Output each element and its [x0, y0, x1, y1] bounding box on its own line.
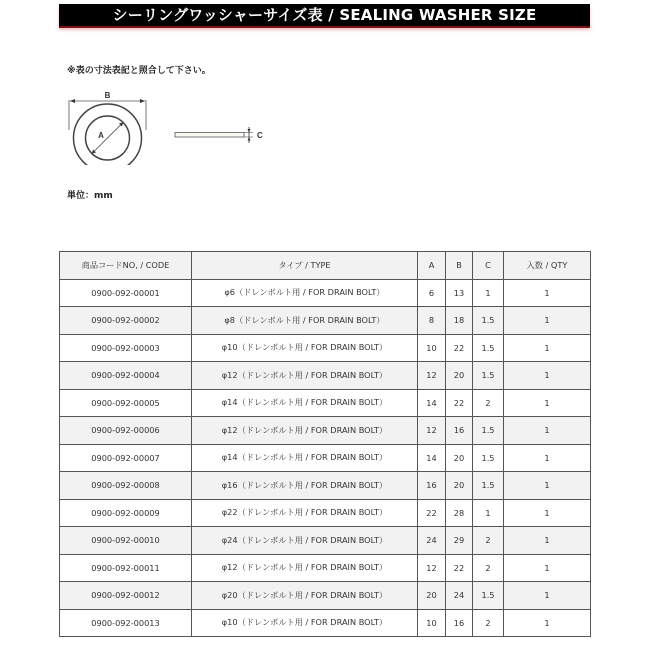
cell-c: 1.5: [473, 334, 504, 362]
cell-a: 10: [418, 609, 446, 637]
cell-code: 0900-092-00011: [60, 554, 192, 582]
cell-code: 0900-092-00012: [60, 582, 192, 610]
cell-code: 0900-092-00005: [60, 389, 192, 417]
cell-b: 22: [446, 334, 473, 362]
label-c: C: [257, 131, 263, 140]
cell-a: 14: [418, 444, 446, 472]
cell-a: 8: [418, 307, 446, 335]
cell-qty: 1: [504, 609, 591, 637]
cell-qty: 1: [504, 472, 591, 500]
cell-a: 16: [418, 472, 446, 500]
table-row: [60, 417, 591, 445]
cell-a: 14: [418, 389, 446, 417]
unit-label: 単位：mm: [67, 191, 113, 201]
cell-qty: 1: [504, 527, 591, 555]
cell-type: φ8（ドレンボルト用 / FOR DRAIN BOLT）: [192, 307, 418, 335]
cell-c: 2: [473, 554, 504, 582]
header-a: A: [418, 252, 446, 280]
cell-b: 22: [446, 554, 473, 582]
cell-code: 0900-092-00010: [60, 527, 192, 555]
table-row: [60, 527, 591, 555]
cell-type: φ14（ドレンボルト用 / FOR DRAIN BOLT）: [192, 444, 418, 472]
cell-b: 20: [446, 444, 473, 472]
cell-code: 0900-092-00008: [60, 472, 192, 500]
page-title: シーリングワッシャーサイズ表 / SEALING WASHER SIZE: [112, 6, 537, 24]
cell-a: 24: [418, 527, 446, 555]
cell-c: 2: [473, 389, 504, 417]
cell-b: 22: [446, 389, 473, 417]
cell-qty: 1: [504, 499, 591, 527]
cell-code: 0900-092-00009: [60, 499, 192, 527]
cell-c: 2: [473, 527, 504, 555]
cell-c: 1.5: [473, 472, 504, 500]
cell-code: 0900-092-00002: [60, 307, 192, 335]
table-row: [60, 362, 591, 390]
cell-c: 2: [473, 609, 504, 637]
cell-a: 12: [418, 362, 446, 390]
instruction-note: ※表の寸法表記と照合して下さい。: [67, 66, 211, 76]
cell-b: 13: [446, 279, 473, 307]
cell-c: 1.5: [473, 307, 504, 335]
table-row: [60, 582, 591, 610]
cell-code: 0900-092-00007: [60, 444, 192, 472]
cell-type: φ14（ドレンボルト用 / FOR DRAIN BOLT）: [192, 389, 418, 417]
cell-c: 1: [473, 279, 504, 307]
cell-b: 20: [446, 472, 473, 500]
cell-type: φ10（ドレンボルト用 / FOR DRAIN BOLT）: [192, 609, 418, 637]
cell-c: 1.5: [473, 444, 504, 472]
header-code: 商品コードNO, / CODE: [60, 252, 192, 280]
cell-qty: 1: [504, 417, 591, 445]
cell-c: 1.5: [473, 582, 504, 610]
table-row: [60, 334, 591, 362]
table-row: [60, 554, 591, 582]
cell-type: φ20（ドレンボルト用 / FOR DRAIN BOLT）: [192, 582, 418, 610]
cell-qty: 1: [504, 307, 591, 335]
washer-dimension-icon: [60, 85, 280, 165]
cell-code: 0900-092-00003: [60, 334, 192, 362]
cell-qty: 1: [504, 554, 591, 582]
cell-b: 29: [446, 527, 473, 555]
cell-b: 16: [446, 417, 473, 445]
table-row: [60, 307, 591, 335]
header-b: B: [446, 252, 473, 280]
header-qty: 入数 / QTY: [504, 252, 591, 280]
cell-b: 20: [446, 362, 473, 390]
cell-type: φ10（ドレンボルト用 / FOR DRAIN BOLT）: [192, 334, 418, 362]
cell-qty: 1: [504, 334, 591, 362]
washer-diagram: [60, 85, 280, 165]
header-type: タイプ / TYPE: [192, 252, 418, 280]
cell-a: 12: [418, 554, 446, 582]
cell-type: φ12（ドレンボルト用 / FOR DRAIN BOLT）: [192, 417, 418, 445]
cell-b: 18: [446, 307, 473, 335]
cell-b: 24: [446, 582, 473, 610]
cell-a: 6: [418, 279, 446, 307]
label-b: B: [104, 91, 111, 100]
table-row: [60, 444, 591, 472]
label-a: A: [98, 131, 104, 140]
cell-a: 10: [418, 334, 446, 362]
cell-a: 20: [418, 582, 446, 610]
cell-qty: 1: [504, 582, 591, 610]
cell-qty: 1: [504, 444, 591, 472]
cell-c: 1.5: [473, 362, 504, 390]
cell-a: 22: [418, 499, 446, 527]
cell-type: φ12（ドレンボルト用 / FOR DRAIN BOLT）: [192, 362, 418, 390]
cell-qty: 1: [504, 279, 591, 307]
cell-b: 16: [446, 609, 473, 637]
washer-size-table: [59, 251, 591, 637]
cell-c: 1: [473, 499, 504, 527]
cell-qty: 1: [504, 362, 591, 390]
cell-code: 0900-092-00001: [60, 279, 192, 307]
cell-type: φ6（ドレンボルト用 / FOR DRAIN BOLT）: [192, 279, 418, 307]
header-c: C: [473, 252, 504, 280]
cell-type: φ12（ドレンボルト用 / FOR DRAIN BOLT）: [192, 554, 418, 582]
cell-a: 12: [418, 417, 446, 445]
table-row: [60, 472, 591, 500]
cell-code: 0900-092-00013: [60, 609, 192, 637]
cell-qty: 1: [504, 389, 591, 417]
table-row: [60, 279, 591, 307]
cell-type: φ24（ドレンボルト用 / FOR DRAIN BOLT）: [192, 527, 418, 555]
cell-code: 0900-092-00006: [60, 417, 192, 445]
table-row: [60, 389, 591, 417]
cell-c: 1.5: [473, 417, 504, 445]
cell-code: 0900-092-00004: [60, 362, 192, 390]
cell-type: φ16（ドレンボルト用 / FOR DRAIN BOLT）: [192, 472, 418, 500]
table-row: [60, 499, 591, 527]
page-title-banner: [59, 4, 590, 26]
cell-b: 28: [446, 499, 473, 527]
table-row: [60, 609, 591, 637]
cell-type: φ22（ドレンボルト用 / FOR DRAIN BOLT）: [192, 499, 418, 527]
table-header-row: [60, 252, 591, 280]
